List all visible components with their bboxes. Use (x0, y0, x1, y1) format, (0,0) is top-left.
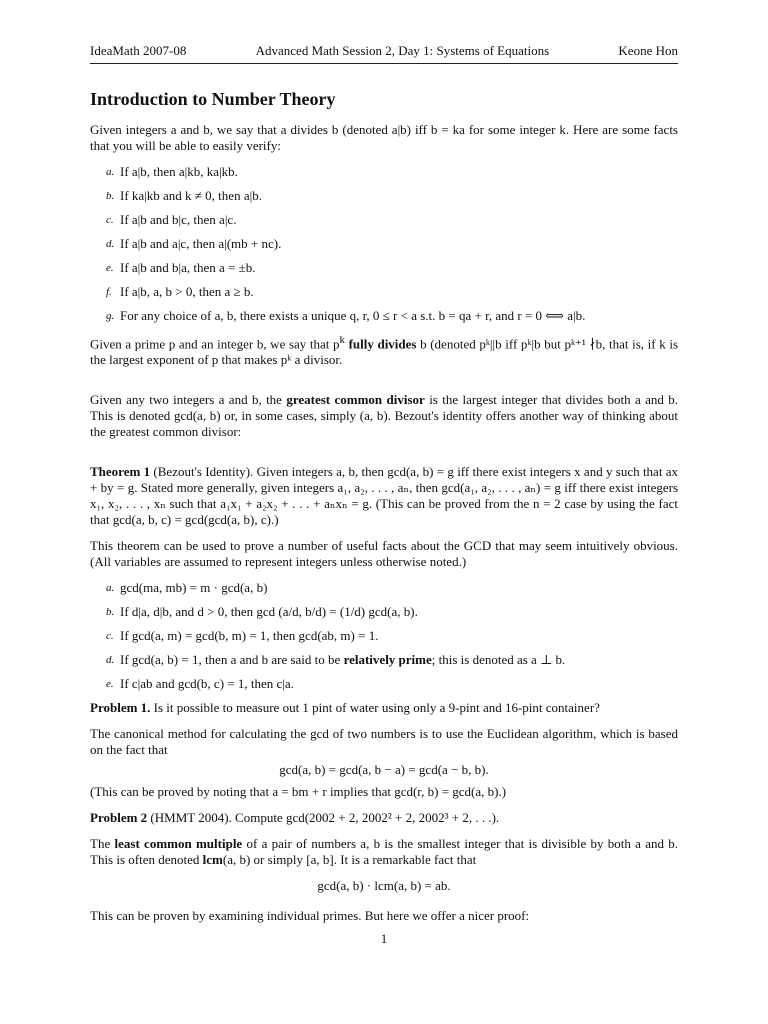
term-bold: relatively prime (343, 652, 432, 668)
euclid-paragraph: The canonical method for calculating the gcd of two numbers is to use the Euclidean algorithm, which is based on the fact that (90, 726, 678, 758)
page-number: 1 (380, 931, 388, 946)
item-text: If a|b and b|a, then a = ±b. (120, 260, 256, 275)
item-text-post: ; this is denoted as a ⊥ b. (431, 652, 566, 668)
page-content (90, 88, 678, 934)
item-label: b. (106, 190, 115, 202)
item-label: f. (106, 286, 112, 298)
fully-divides-paragraph (90, 332, 678, 368)
euclid-equation: gcd(a, b) = gcd(a, b − a) = gcd(a − b, b). (279, 762, 489, 778)
item-text: For any choice of a, b, there exists a unique q, r, 0 ≤ r < a s.t. b = qa + r, and r = 0 ⟺ a|b. (120, 308, 586, 323)
item-label: e. (106, 678, 114, 691)
item-label: c. (106, 214, 114, 226)
term-bold: lcm (202, 852, 223, 868)
text-span: is the largest integer that divides both a and b. This is denoted gcd(a, b) or, in some cases, simply (a, b). Bezout's identity offers another way of thinking about the greatest common divisor: (90, 392, 679, 440)
header-left: IdeaMath 2007-08 (90, 43, 187, 58)
term-bold: fully divides (348, 336, 417, 352)
problem-1 (90, 700, 678, 716)
item-text-pre: If gcd(a, b) = 1, then a and b are said to be (120, 652, 341, 668)
section-title: Introduction to Number Theory (90, 89, 336, 109)
divisibility-facts-list (90, 164, 678, 324)
list-item (90, 188, 678, 204)
list-item (90, 236, 678, 252)
item-text: If gcd(a, m) = gcd(b, m) = 1, then gcd(ab, m) = 1. (120, 628, 379, 644)
item-text: If c|ab and gcd(b, c) = 1, then c|a. (120, 676, 294, 692)
item-label: a. (106, 582, 115, 595)
problem-text: (HMMT 2004). Compute gcd(2002 + 2, 2002² + 2, 2002³ + 2, . . .). (150, 810, 500, 826)
closing-paragraph: This can be proven by examining individual primes. But here we offer a nicer proof: (90, 908, 530, 924)
theorem-label: Theorem 1 (90, 464, 151, 480)
lcm-equation: gcd(a, b) · lcm(a, b) = ab. (317, 878, 451, 894)
list-item (90, 308, 678, 324)
text-span: of a pair of numbers a, b is the smallest integer that is divisible by both a and b. This is often denoted (90, 836, 679, 868)
theorem-text: Given integers a, b, then gcd(a, b) = g iff there exist integers x and y such that ax + by = g. Stated more generally, given integers a₁, a₂, . . . , aₙ, then gcd(a₁, a₂, . . . , aₙ) = g iff there exist integers x₁, x₂, . . . , xₙ such that a₁x₁ + a₂x₂ + . . . + aₙxₙ = g. (This can be proved from the n = 2 case by using the fact that gcd(a, b, c) = gcd(gcd(a, b), c).) (90, 464, 679, 528)
theorem-paragraph (90, 464, 678, 528)
list-item (90, 676, 678, 692)
lcm-paragraph (90, 836, 678, 868)
list-item (90, 580, 678, 596)
spacer (90, 378, 678, 392)
list-item (90, 652, 678, 668)
superscript: k (339, 334, 345, 346)
text-span: (a, b) or simply [a, b]. It is a remarkable fact that (222, 852, 477, 868)
list-item (90, 284, 678, 300)
item-text: If a|b, then a|kb, ka|kb. (120, 164, 238, 179)
euclid-note: (This can be proved by noting that a = bm + r implies that gcd(r, b) = gcd(a, b).) (90, 784, 507, 800)
problem-label: Problem 2 (90, 810, 148, 826)
list-item (90, 260, 678, 276)
problem-2 (90, 810, 678, 826)
text-span: The (90, 836, 111, 852)
item-text: If a|b, a, b > 0, then a ≥ b. (120, 284, 254, 299)
item-label: e. (106, 262, 114, 274)
item-text: If a|b and a|c, then a|(mb + nc). (120, 236, 282, 251)
header-right: Keone Hon (618, 43, 678, 58)
header-center: Advanced Math Session 2, Day 1: Systems of Equations (255, 43, 550, 58)
item-text: If d|a, d|b, and d > 0, then gcd (a/d, b/d) = (1/d) gcd(a, b). (120, 604, 418, 620)
text-span: b (denoted pᵏ||b iff pᵏ|b but pᵏ⁺¹ ∤b, that is, if k is the largest exponent of p that makes pᵏ a divisor. (90, 336, 679, 368)
gcd-intro-paragraph (90, 392, 678, 440)
intro-paragraph: Given integers a and b, we say that a divides b (denoted a|b) iff b = ka for some integer k. Here are some facts that you will be able to easily verify: (90, 122, 678, 153)
theorem-use-paragraph: This theorem can be used to prove a number of useful facts about the GCD that may seem intuitively obvious. (All variables are assumed to represent integers unless otherwise noted.) (90, 538, 678, 570)
list-item (90, 212, 678, 228)
item-text: gcd(ma, mb) = m · gcd(a, b) (120, 580, 268, 596)
item-text: If a|b and b|c, then a|c. (120, 212, 237, 227)
page-header (90, 43, 678, 64)
list-item (90, 164, 678, 180)
item-label: g. (106, 310, 115, 322)
text-span: Given a prime p and an integer b, we say that p (90, 336, 340, 352)
spacer (90, 450, 678, 464)
item-label: d. (106, 654, 115, 667)
term-bold: least common multiple (114, 836, 243, 852)
theorem-name: (Bezout's Identity). (153, 464, 254, 480)
list-item (90, 628, 678, 644)
item-text: If ka|kb and k ≠ 0, then a|b. (120, 188, 262, 203)
item-label: a. (106, 166, 115, 178)
item-label: b. (106, 606, 115, 619)
text-span: Given any two integers a and b, the (90, 392, 282, 408)
term-bold: greatest common divisor (286, 392, 425, 408)
item-label: d. (106, 238, 115, 250)
problem-text: Is it possible to measure out 1 pint of water using only a 9-pint and 16-pint container? (153, 700, 600, 716)
problem-label: Problem 1. (90, 700, 151, 716)
list-item (90, 604, 678, 620)
gcd-facts-list (90, 580, 678, 692)
item-label: c. (106, 630, 114, 643)
